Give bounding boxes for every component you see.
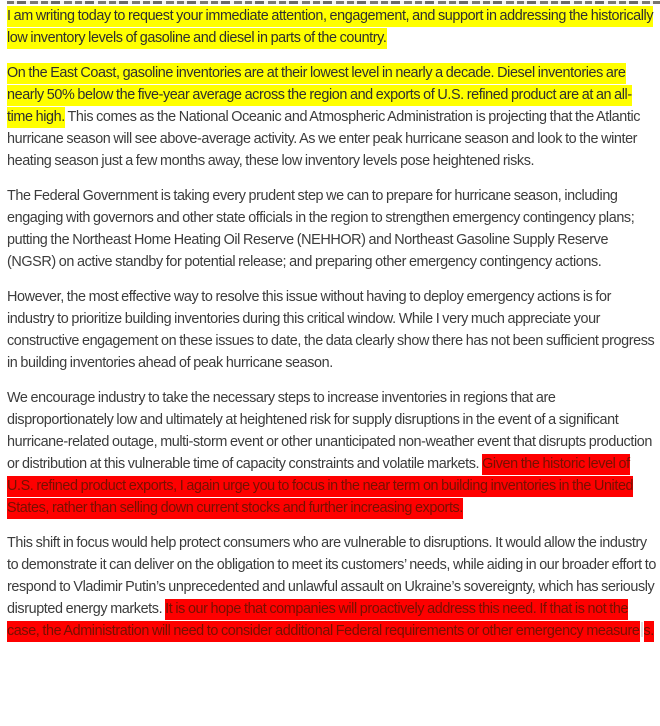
red-highlighted-text: s. bbox=[644, 621, 654, 642]
text-cursor bbox=[641, 622, 643, 637]
text-run: However, the most effective way to resolve this issue without having to deploy emergency actions is for industry to prioritize building inventories during this critical window. While I very much appreciate your constructive engagement on these issues to date, the data clearly show there has not been sufficient progress in building inventories ahead of peak hurricane season. bbox=[7, 289, 655, 371]
paragraph-4 bbox=[7, 286, 656, 374]
text-run: This shift in focus would help protect consumers who are vulnerable to disruptions. It would allow the industry to demonstrate it can deliver on the obligation to meet its customers’ needs, while aiding in our broader effort to respond to Vladimir Putin’s unprecedented and unlawful assault on Ukraine’s sovereignty, which has seriously disrupted energy markets. bbox=[7, 535, 656, 617]
paragraph-1 bbox=[7, 5, 656, 49]
text-run: The Federal Government is taking every prudent step we can to prepare for hurricane season, including engaging with governors and other state officials in the region to strengthen emergency contingency plans; putting the Northeast Home Heating Oil Reserve (NEHHOR) and Northeast Gasoline Supply Reserve (NGSR) on active standby for potential release; and preparing other emergency contingency actions. bbox=[7, 188, 635, 270]
yellow-highlighted-text: I am writing today to request your immediate attention, engagement, and support in addressing the historically low inventory levels of gasoline and diesel in parts of the country. bbox=[7, 6, 653, 49]
paragraph-2 bbox=[7, 62, 656, 172]
letter-body bbox=[7, 5, 656, 642]
paragraph-6 bbox=[7, 532, 656, 642]
text-run: This comes as the National Oceanic and Atmospheric Administration is projecting that the Atlantic hurricane season will see above-average activity. As we enter peak hurricane season and look to the winter heating season just a few months away, these low inventory levels pose heightened risks. bbox=[7, 109, 641, 169]
cropped-previous-line-artifact bbox=[7, 1, 660, 4]
red-highlighted-text: It is our hope that companies will proactively address this need. If that is not the case, the Administration will need to consider additional Federal requirements or other emergency measure bbox=[7, 599, 640, 642]
text-run: We encourage industry to take the necessary steps to increase inventories in regions that are disproportionately low and ultimately at heightened risk for supply disruptions in the event of a significant hurricane-related outage, multi-storm event or other unanticipated non-weather event that disrupts production or distribution at this vulnerable time of capacity constraints and volatile markets. bbox=[7, 390, 652, 472]
paragraph-5 bbox=[7, 387, 656, 519]
red-highlighted-text: Given the historic level of U.S. refined product exports, I again urge you to focus in the near term on building inventories in the United States, rather than selling down current stocks and further increasing exports. bbox=[7, 454, 633, 519]
paragraph-3 bbox=[7, 185, 656, 273]
yellow-highlighted-text: On the East Coast, gasoline inventories are at their lowest level in nearly a decade. Diesel inventories are nearly 50% below the five-year average across the region and exports of U.S. refined product are at an all-time high. bbox=[7, 63, 632, 128]
